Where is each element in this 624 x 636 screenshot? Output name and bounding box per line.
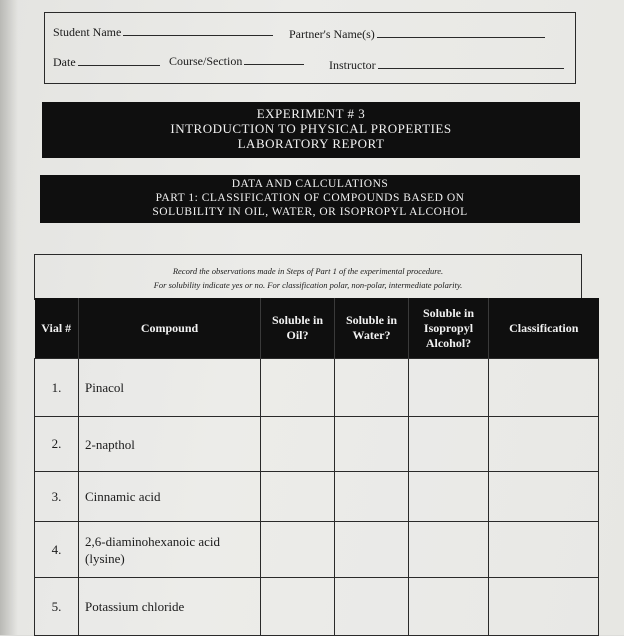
- vial-number: 5.: [35, 578, 79, 636]
- instructions-box: [34, 254, 582, 300]
- header-soluble-isopropyl-line1: Soluble in: [422, 305, 475, 320]
- date-field[interactable]: [53, 55, 160, 70]
- water-solubility-cell[interactable]: [335, 522, 409, 578]
- isopropyl-solubility-cell[interactable]: [409, 578, 489, 636]
- classification-cell[interactable]: [489, 359, 599, 417]
- header-classification: Classification: [489, 298, 599, 359]
- header-soluble-oil: [261, 298, 335, 359]
- classification-cell[interactable]: [489, 578, 599, 636]
- isopropyl-solubility-cell[interactable]: [409, 359, 489, 417]
- header-vial: Vial #: [35, 298, 79, 359]
- date-label: Date: [53, 55, 76, 69]
- compound-name-line1: 2-napthol: [85, 436, 135, 452]
- experiment-number: EXPERIMENT # 3: [256, 106, 366, 121]
- table-row: [35, 522, 599, 578]
- vial-number: 1.: [35, 359, 79, 417]
- oil-solubility-cell[interactable]: [261, 472, 335, 522]
- classification-cell[interactable]: [489, 472, 599, 522]
- compound-name-line1: Potassium chloride: [85, 599, 185, 614]
- solubility-table: [34, 298, 599, 636]
- compound-name: [79, 359, 261, 417]
- section-banner: [40, 175, 580, 223]
- table-row: [35, 472, 599, 522]
- student-info-box: [44, 12, 576, 84]
- header-soluble-water-line1: Soluble in: [345, 313, 398, 327]
- compound-name: [79, 578, 261, 636]
- water-solubility-cell[interactable]: [335, 417, 409, 472]
- part-subheading: SOLUBILITY IN OIL, WATER, OR ISOPROPYL ALCOHOL: [152, 206, 468, 218]
- page-edge-shadow: [0, 0, 18, 635]
- partner-name-field[interactable]: [289, 27, 545, 42]
- course-section-line[interactable]: [244, 54, 304, 65]
- compound-name: [79, 417, 261, 472]
- instruction-line-1: Record the observations made in Steps of Part 1 of the experimental procedure.: [172, 266, 444, 276]
- header-soluble-isopropyl-line3: Alcohol?: [425, 335, 472, 350]
- header-soluble-oil-line1: Soluble in: [271, 313, 324, 327]
- oil-solubility-cell[interactable]: [261, 522, 335, 578]
- part-heading: PART 1: CLASSIFICATION OF COMPOUNDS BASED ON: [155, 192, 465, 204]
- water-solubility-cell[interactable]: [335, 578, 409, 636]
- experiment-title-banner: [42, 102, 580, 158]
- section-heading: DATA AND CALCULATIONS: [231, 178, 389, 190]
- date-line[interactable]: [78, 55, 160, 66]
- partner-name-line[interactable]: [377, 27, 545, 38]
- water-solubility-cell[interactable]: [335, 472, 409, 522]
- vial-number: 3.: [35, 472, 79, 522]
- compound-name: [79, 522, 261, 578]
- oil-solubility-cell[interactable]: [261, 578, 335, 636]
- header-soluble-water-line2: Water?: [352, 328, 391, 342]
- isopropyl-solubility-cell[interactable]: [409, 472, 489, 522]
- classification-cell[interactable]: [489, 522, 599, 578]
- compound-name-line2: (lysine): [85, 550, 125, 566]
- experiment-title: INTRODUCTION TO PHYSICAL PROPERTIES: [170, 121, 452, 136]
- oil-solubility-cell[interactable]: [261, 417, 335, 472]
- student-name-line[interactable]: [123, 25, 273, 36]
- header-soluble-isopropyl-line2: Isopropyl: [423, 320, 474, 335]
- compound-name-line1: 2,6-diaminohexanoic acid: [85, 533, 221, 549]
- course-section-field[interactable]: [169, 54, 304, 69]
- water-solubility-cell[interactable]: [335, 359, 409, 417]
- header-soluble-oil-line2: Oil?: [286, 328, 309, 342]
- table-header-row: [35, 298, 599, 359]
- instructor-field[interactable]: [329, 58, 564, 73]
- table-row: [35, 417, 599, 472]
- table-row: [35, 578, 599, 636]
- course-section-label: Course/Section: [169, 54, 243, 68]
- isopropyl-solubility-cell[interactable]: [409, 522, 489, 578]
- compound-name: [79, 472, 261, 522]
- instruction-line-2: For solubility indicate yes or no. For classification polar, non-polar, intermediate polarity.: [153, 280, 463, 290]
- partner-name-label: Partner's Name(s): [289, 27, 375, 41]
- instructor-label: Instructor: [329, 58, 376, 72]
- vial-number: 2.: [35, 417, 79, 472]
- student-name-field[interactable]: [53, 25, 273, 40]
- classification-cell[interactable]: [489, 417, 599, 472]
- oil-solubility-cell[interactable]: [261, 359, 335, 417]
- header-soluble-water: [335, 298, 409, 359]
- isopropyl-solubility-cell[interactable]: [409, 417, 489, 472]
- compound-name-line1: Cinnamic acid: [85, 489, 161, 504]
- compound-name-line1: Pinacol: [85, 380, 124, 395]
- report-title: LABORATORY REPORT: [237, 136, 385, 151]
- header-compound: Compound: [79, 298, 261, 359]
- student-name-label: Student Name: [53, 25, 122, 39]
- header-soluble-isopropyl: [409, 298, 489, 359]
- instructor-line[interactable]: [378, 58, 564, 69]
- table-row: [35, 359, 599, 417]
- vial-number: 4.: [35, 522, 79, 578]
